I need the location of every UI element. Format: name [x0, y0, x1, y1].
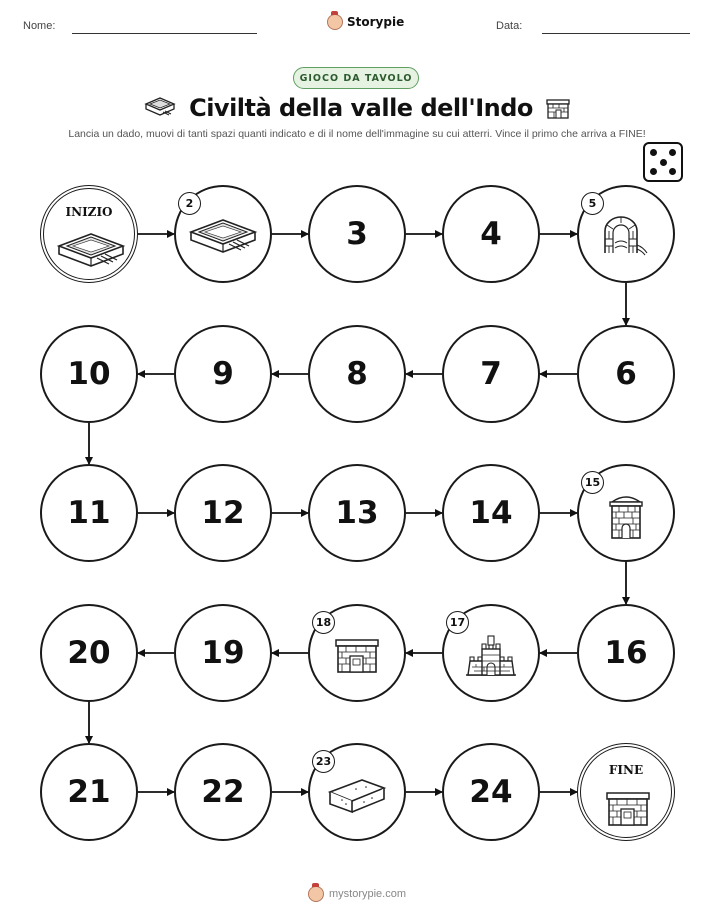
board-space: [308, 325, 406, 423]
space-number: 21: [67, 774, 111, 810]
space-number-badge: 17: [446, 611, 469, 634]
brick-icon: [326, 774, 388, 814]
space-number: 9: [212, 356, 234, 392]
space-number-badge: 2: [178, 192, 201, 215]
space-number: 13: [335, 495, 379, 531]
brand-name: Storypie: [347, 15, 405, 29]
start-space: [40, 185, 138, 283]
board-space: [308, 185, 406, 283]
space-label: INIZIO: [65, 205, 113, 219]
board-space: [442, 743, 540, 841]
space-number: 4: [480, 216, 502, 252]
page-title: Civiltà della valle dell'Indo: [189, 94, 533, 122]
space-number: 12: [201, 495, 245, 531]
space-number: 14: [469, 495, 513, 531]
board-space: [308, 604, 406, 702]
board-space: [577, 604, 675, 702]
footer-url: mystorypie.com: [328, 888, 407, 900]
brick-house-icon: [334, 636, 380, 674]
board-space: [174, 464, 272, 562]
space-number: 24: [469, 774, 513, 810]
bath-icon: [183, 214, 263, 258]
board-space: [442, 325, 540, 423]
brick-house-icon: [605, 789, 651, 827]
storypie-logo-icon: [308, 886, 324, 902]
space-number-badge: 5: [581, 192, 604, 215]
citadel-icon: [460, 631, 522, 679]
board-space: [442, 185, 540, 283]
board-space: [308, 464, 406, 562]
space-number: 8: [346, 356, 368, 392]
space-number-badge: 18: [312, 611, 335, 634]
category-badge: GIOCO DA TAVOLO: [293, 67, 419, 89]
granary-icon: [606, 490, 646, 540]
instructions: Lancia un dado, muovi di tanti spazi quanti indicato e di il nome dell'immagine su cui atterri. Vince il primo che arriva a FINE!: [68, 128, 646, 140]
board-space: [174, 604, 272, 702]
space-number-badge: 23: [312, 750, 335, 773]
board-space: [577, 464, 675, 562]
space-number: 19: [201, 635, 245, 671]
space-number: 11: [67, 495, 111, 531]
space-number: 10: [67, 356, 111, 392]
space-number: 3: [346, 216, 368, 252]
drain-icon: [601, 215, 651, 257]
space-number: 22: [201, 774, 245, 810]
name-label: Nome:: [23, 20, 56, 32]
board-space: [40, 743, 138, 841]
bath-icon: [51, 228, 131, 272]
board-space: [442, 464, 540, 562]
board-space: [577, 325, 675, 423]
board-space: [40, 464, 138, 562]
space-number: 16: [604, 635, 648, 671]
space-number: 6: [615, 356, 637, 392]
board-space: [40, 604, 138, 702]
board-space: [174, 743, 272, 841]
date-label: Data:: [496, 20, 523, 32]
board-space: [308, 743, 406, 841]
board-space: [174, 185, 272, 283]
footer: [0, 886, 714, 902]
finish-space: [577, 743, 675, 841]
board-space: [40, 325, 138, 423]
space-number: 20: [67, 635, 111, 671]
space-number-badge: 15: [581, 471, 604, 494]
board-space: [442, 604, 540, 702]
board-space: [577, 185, 675, 283]
space-label: FINE: [608, 763, 644, 777]
board-space: [174, 325, 272, 423]
space-number: 7: [480, 356, 502, 392]
